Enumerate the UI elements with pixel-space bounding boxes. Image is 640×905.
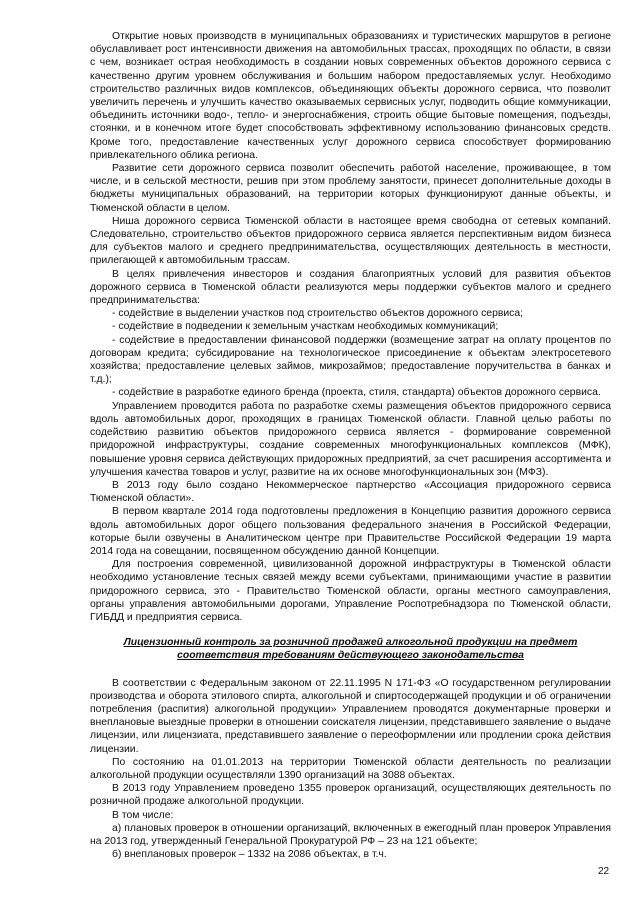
- paragraph-federal-law: В соответствии с Федеральным законом от 22.11.1995 N 171-ФЗ «О государственном регулировании производства и оборота этилового спирта, алкогольной и спиртосодержащей продукции и об ограничении потребления (распития) алкогольной продукции» Управлением проводятся документарные проверки и внеплановые выездные проверки в отношении соискателя лицензии, представившего заявление о выдаче лицензии, или лицензиата, представившего заявление о переоформлении или продлении срока действия лицензии.: [90, 677, 611, 755]
- paragraph-new-production: Открытие новых производств в муниципальных образованиях и туристических маршрутов в регионе обуславливает рост интенсивности движения на автомобильных трассах, проходящих по области, в связи с чем, возникает острая необходимость в создании новых современных объектов дорожного сервиса с качественно другим уровнем обслуживания и большим набором предоставляемых услуг. Необходимо строительство различных видов комплексов, объединяющих объекты дорожного сервиса, что позволит увеличить перечень и улучшить качество оказываемых сервисных услуг, подводить общие коммуникации, объединить источники водо-, тепло- и энергоснабжения, строить общие бытовые помещения, подъезды, стоянки, и в конечном итоге будет способствовать эффективному использованию финансовых средств. Кроме того, предоставление качественных услуг дорожного сервиса способствует формированию привлекательного облика региона.: [90, 31, 611, 161]
- page-number: 22: [598, 866, 610, 877]
- paragraph-investor-support: В целях привлечения инвесторов и создания благоприятных условий для развития объектов дорожного сервиса в Тюменской области реализуются меры поддержки субъектов малого и среднего предпринимательства:: [90, 268, 611, 307]
- support-item-communications: - содействие в подведении к земельным участкам необходимых коммуникаций;: [112, 321, 499, 333]
- support-item-land: - содействие в выделении участков под строительство объектов дорожного сервиса;: [112, 308, 524, 320]
- paragraph-association: В 2013 году было создано Некоммерческое партнерство «Ассоциация придорожного сервиса Тюменской области».: [90, 479, 611, 505]
- support-item-financial: - содействие в предоставлении финансовой поддержки (возмещение затрат на оплату процентов по договорам кредита; субсидирование на технологическое присоединение к объектам электросетевого хозяйства; предоставление целевых займов, микрозаймов; предоставление поручительства в банках и т.д.);: [90, 334, 611, 386]
- document-page: [90, 30, 611, 861]
- paragraph-unplanned-inspections: б) внеплановых проверок – 1332 на 2086 объектах, в т.ч.: [112, 849, 387, 861]
- support-item-brand: - содействие в разработке единого бренда (проекта, стиля, стандарта) объектов дорожного сервиса.: [112, 387, 601, 399]
- paragraph-infrastructure: Для построения современной, цивилизованной дорожной инфраструктуры в Тюменской области необходимо установление тесных связей между всеми субъектами, принимающими участие в развитии придорожного сервиса, это - Правительство Тюменской области, органы местного самоуправления, органы управления автомобильными дорогами, Управление Роспотребнадзора по Тюменской области, ГИБДД и предприятия сервиса.: [90, 559, 611, 623]
- paragraph-concept-proposals: В первом квартале 2014 года подготовлены предложения в Концепцию развития дорожного сервиса вдоль автомобильных дорог общего пользования федерального значения в Российской Федерации, которые были озвучены в Аналитическом центре при Правительстве Российской Федерации 19 марта 2014 года на совещании, посвященном обсуждению данной Концепции.: [90, 506, 611, 557]
- section-heading-license-control: Лицензионный контроль за розничной продажей алкогольной продукции на предмет соответствия требованиям действующего законодательства: [123, 637, 578, 662]
- paragraph-inspections-2013: В 2013 году Управлением проведено 1355 проверок организаций, осуществляющих деятельность по розничной продаже алкогольной продукции.: [90, 783, 611, 808]
- paragraph-road-service-network: Развитие сети дорожного сервиса позволит обеспечить работой население, проживающее, в том числе, и в сельской местности, решив при этом проблему занятости, принесет дополнительные доходы в бюджеты муниципальных образований, на территории которых функционируют данные объекты, и Тюменской области в целом.: [90, 163, 611, 214]
- paragraph-planned-inspections: а) плановых проверок в отношении организаций, включенных в ежегодный план проверок Управления на 2013 год, утвержденный Генеральной Прокуратурой РФ – 23 на 121 объекте;: [90, 822, 611, 847]
- paragraph-niche: Ниша дорожного сервиса Тюменской области в настоящее время свободна от сетевых компаний. Следовательно, строительство объектов придорожного сервиса является перспективным видом бизнеса для субъектов малого и среднего предпринимательства, осуществляющих деятельность в местности, прилегающей к автомобильным трассам.: [90, 215, 611, 267]
- paragraph-including: В том числе:: [112, 809, 174, 821]
- paragraph-organizations-count: По состоянию на 01.01.2013 на территории Тюменской области деятельность по реализации алкогольной продукции осуществляли 1390 организаций на 3088 объектах.: [90, 756, 611, 781]
- paragraph-placement-scheme: Управлением проводится работа по разработке схемы размещения объектов придорожного сервиса вдоль автомобильных дорог, проходящих в границах Тюменской области. Главной целью работы по содействию развитию объектов придорожного сервиса является - формирование современной придорожной инфраструктуры, создание современных многофункциональных комплексов (МФК), повышение уровня сервиса действующих придорожных предприятий, за счет расширения ассортимента и улучшения качества товаров и услуг, развитие на их основе многофункциональных зон (МФЗ).: [90, 400, 611, 478]
